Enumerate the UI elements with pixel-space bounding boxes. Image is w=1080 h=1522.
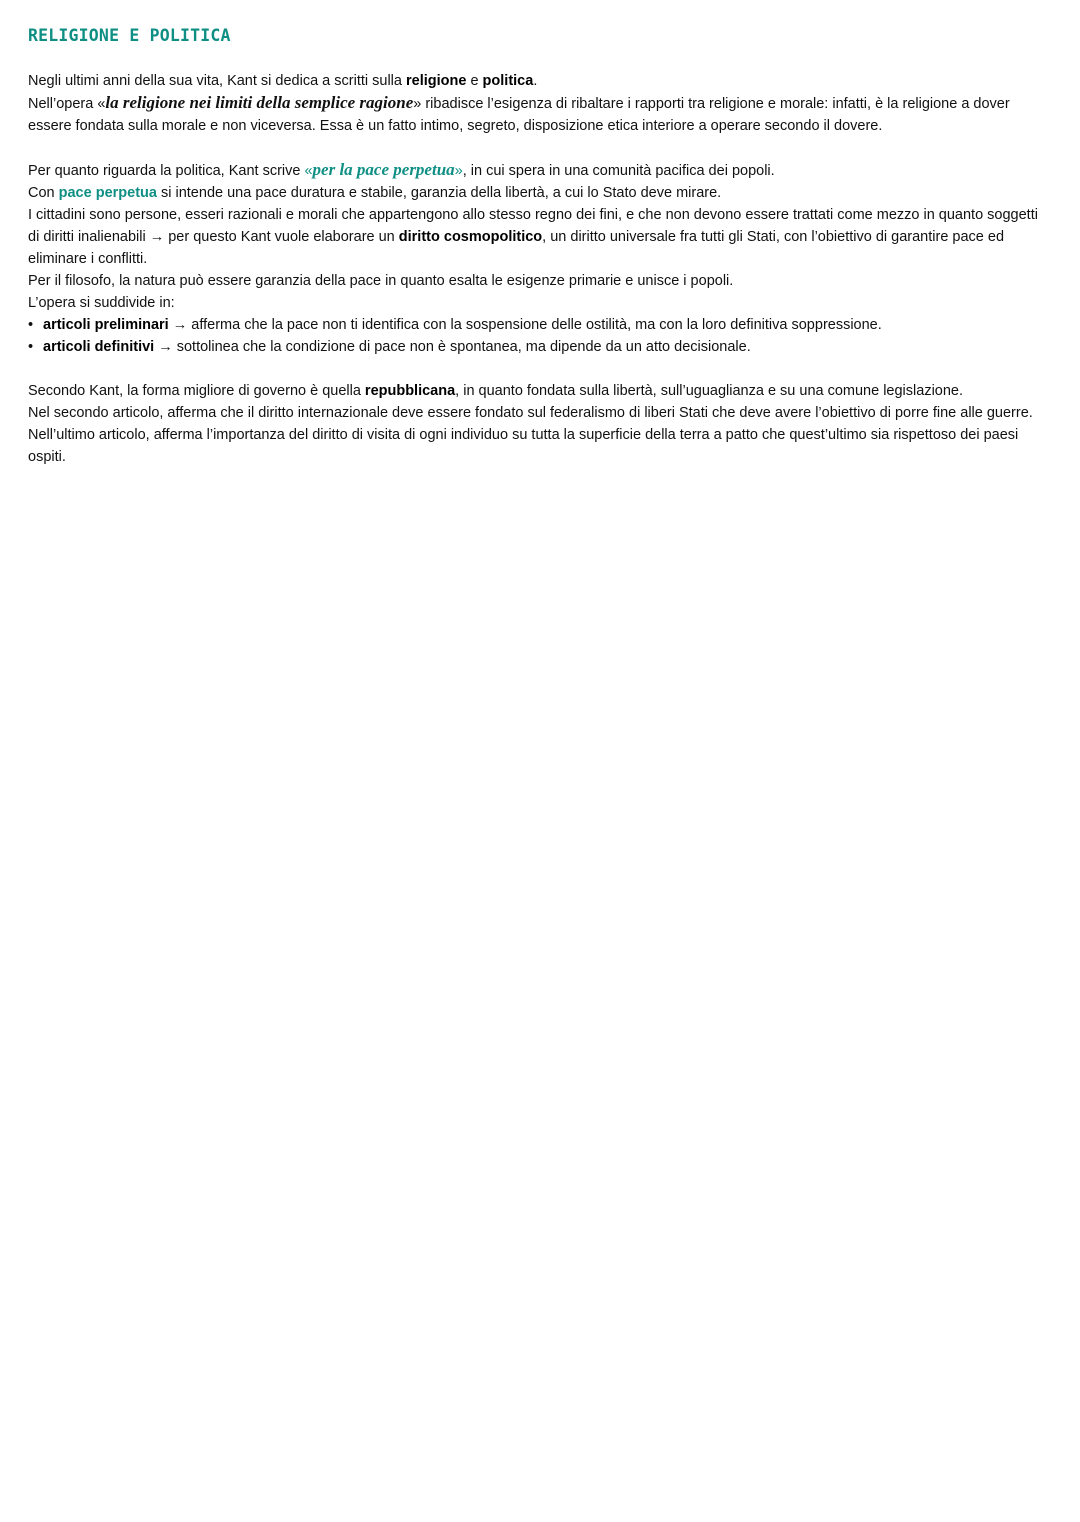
paragraph-pace-perpetua xyxy=(28,182,1052,204)
list-item xyxy=(28,336,1052,358)
highlight-term-pace-perpetua: pace perpetua xyxy=(58,185,157,201)
text-run: Nell’opera « xyxy=(28,96,106,112)
paragraph-governo xyxy=(28,380,1052,402)
text-run: Negli ultimi anni della sua vita, Kant si dedica a scritti sulla xyxy=(28,73,406,89)
text-run: → afferma che la pace non ti identifica con la sospensione delle ostilità, ma con la loro definitiva soppressione. xyxy=(168,317,882,333)
work-title-pace: per la pace perpetua xyxy=(312,160,455,179)
paragraph-intro xyxy=(28,70,1052,92)
text-run: , in quanto fondata sulla libertà, sull’uguaglianza e su una comune legislazione. xyxy=(455,383,964,399)
text-run: Con xyxy=(28,185,59,201)
articles-list xyxy=(28,314,1052,358)
paragraph-gap xyxy=(28,137,1052,159)
paragraph-religione xyxy=(28,92,1052,137)
paragraph-natura: Per il filosofo, la natura può essere garanzia della pace in quanto esalta le esigenze primarie e unisce i popoli. xyxy=(28,273,734,289)
text-run: » ribadisce l’esigenza di ribaltare i rapporti tra religione e morale: infatti, è la religione a dover essere fondata sulla morale e non viceversa. Essa è un fatto intimo, segreto, disposizione etica interiore a operare secondo il dovere. xyxy=(28,96,1010,134)
section-title: RELIGIONE E POLITICA xyxy=(28,26,231,45)
bold-term: articoli preliminari xyxy=(43,317,169,333)
paragraph-politica xyxy=(28,159,1052,182)
paragraph-ultimo-articolo: Nell’ultimo articolo, afferma l’importanza del diritto di visita di ogni individuo su tutta la superficie della terra a patto che quest’ultimo sia rispettoso dei paesi ospiti. xyxy=(28,427,1019,465)
text-run: , in cui spera in una comunità pacifica dei popoli. xyxy=(462,163,775,179)
text-run: Secondo Kant, la forma migliore di governo è quella xyxy=(28,383,365,399)
text-run: I cittadini sono persone, esseri razionali e morali che appartengono allo stesso regno dei fini, e che non devono essere trattati come mezzo in quanto soggetti di diritti inalienabili → per questo Kant vuole elaborare un xyxy=(28,207,1038,245)
text-run: e xyxy=(466,73,483,89)
bold-term: articoli definitivi xyxy=(43,339,155,355)
paragraph-cittadini xyxy=(28,204,1052,270)
quote-close: » xyxy=(454,163,463,179)
text-run: Per quanto riguarda la politica, Kant scrive xyxy=(28,163,305,179)
text-run: → sottolinea che la condizione di pace non è spontanea, ma dipende da un atto decisionale. xyxy=(154,339,751,355)
work-title-religione: la religione nei limiti della semplice ragione xyxy=(105,93,414,112)
paragraph-suddivisione: L’opera si suddivide in: xyxy=(28,295,175,311)
text-run: , un diritto universale fra tutti gli Stati, con l’obiettivo di garantire pace ed eliminare i conflitti. xyxy=(28,229,1005,267)
text-run: si intende una pace duratura e stabile, garanzia della libertà, a cui lo Stato deve mirare. xyxy=(156,185,722,201)
bold-term-politica: politica xyxy=(482,73,534,89)
bold-term-repubblicana: repubblicana xyxy=(364,383,456,399)
quote-open: « xyxy=(304,163,313,179)
bold-term-diritto-cosmopolitico: diritto cosmopolitico xyxy=(398,229,543,245)
paragraph-gap xyxy=(28,358,1052,380)
paragraph-secondo-articolo: Nel secondo articolo, afferma che il diritto internazionale deve essere fondato sul federalismo di liberi Stati che deve avere l’obiettivo di porre fine alle guerre. xyxy=(28,405,1033,421)
list-item xyxy=(28,314,1052,336)
bold-term-religione: religione xyxy=(405,73,467,89)
text-run: . xyxy=(533,73,538,89)
